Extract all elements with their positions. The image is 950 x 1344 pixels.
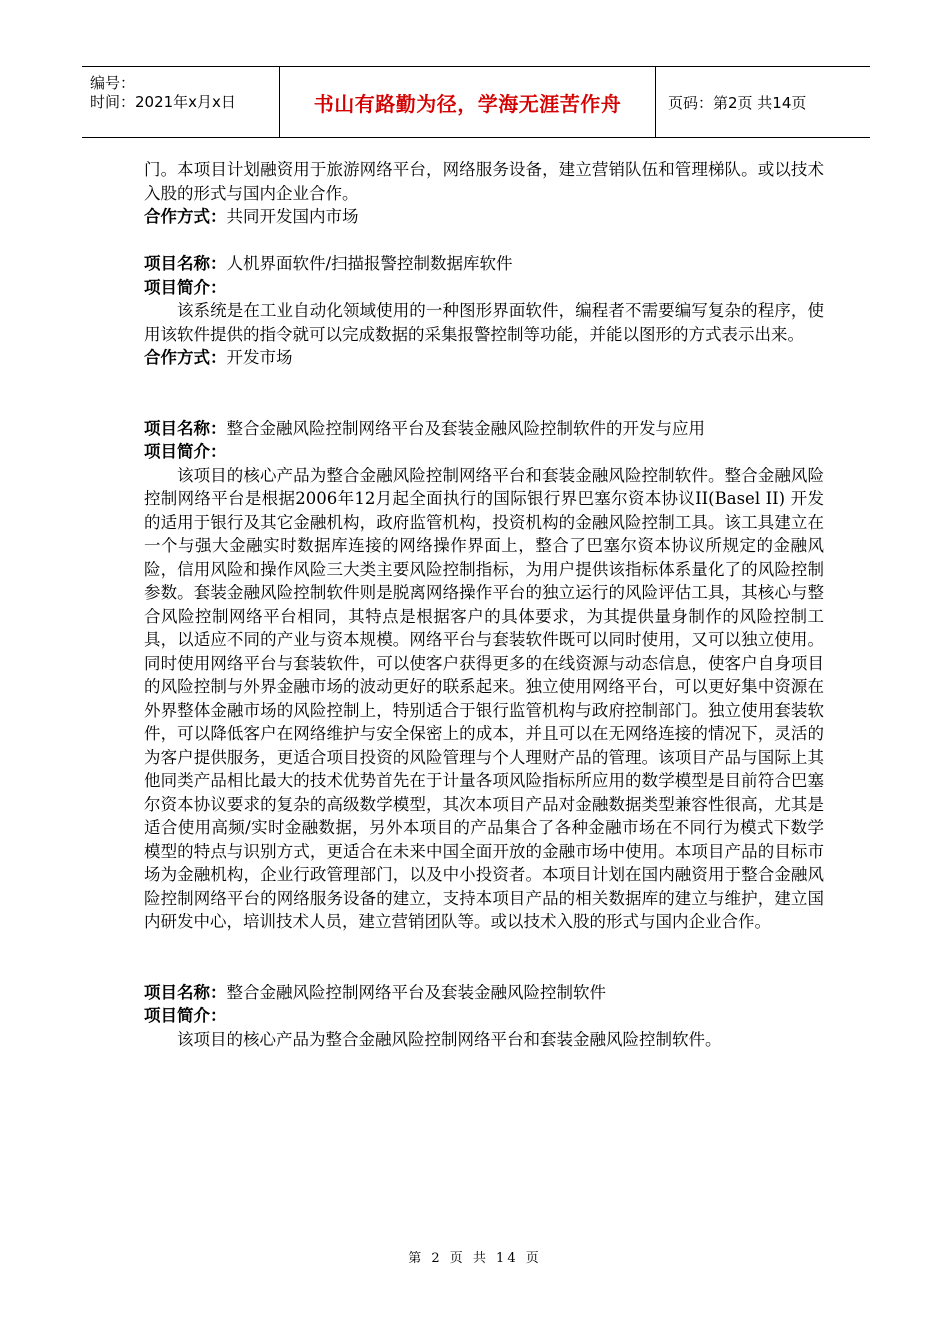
project-name-line: [144, 252, 824, 276]
document-number-label: 编号：: [90, 74, 136, 92]
project-intro-label: 项目简介：: [144, 1006, 227, 1025]
project-name-value: 整合金融风险控制网络平台及套装金融风险控制软件: [226, 982, 606, 1002]
project-name-label: 项目名称：: [144, 254, 227, 273]
project-name-label: 项目名称：: [144, 982, 227, 1002]
cooperation-line: [144, 205, 824, 229]
project-name-label: 项目名称：: [144, 418, 227, 438]
header-motto-cell: [280, 67, 656, 137]
header-meta-cell: [82, 67, 280, 137]
page-header: [82, 66, 870, 138]
cooperation-line: [144, 346, 824, 370]
project-name-value: 人机界面软件/扫描报警控制数据库软件: [226, 254, 513, 273]
header-motto: 书山有路勤为径，学海无涯苦作舟: [313, 91, 622, 116]
project-description: 该系统是在工业自动化领域使用的一种图形界面软件，编程者不需要编写复杂的程序，使用该软件提供的指令就可以完成数据的采集报警控制等功能，并能以图形的方式表示出来。: [144, 301, 824, 344]
project-intro-label: 项目简介：: [144, 277, 227, 297]
cooperation-value: 开发市场: [226, 348, 293, 367]
page-footer: 第 2 页 共 14 页: [408, 1251, 542, 1266]
continued-paragraph: 门。本项目计划融资用于旅游网络平台，网络服务设备，建立营销队伍和管理梯队。或以技术入股的形式与国内企业合作。: [144, 160, 824, 203]
cooperation-label: 合作方式：: [144, 207, 227, 226]
header-page-info: 页码：第2页 共14页: [668, 93, 807, 112]
project-intro-label: 项目简介：: [144, 442, 227, 461]
project-name-line: [144, 417, 824, 441]
document-date-label: 时间：2021年x月x日: [90, 93, 236, 111]
cooperation-label: 合作方式：: [144, 348, 227, 367]
project-name-value: 整合金融风险控制网络平台及套装金融风险控制软件的开发与应用: [226, 418, 705, 438]
project-name-line: [144, 981, 824, 1005]
project-description: 该项目的核心产品为整合金融风险控制网络平台和套装金融风险控制软件。: [177, 1029, 722, 1049]
project-description: 该项目的核心产品为整合金融风险控制网络平台和套装金融风险控制软件。整合金融风险控制网络平台是根据2006年12月起全面执行的国际银行界巴塞尔资本协议II(Basel II) 开发的适用于银行及其它金融机构，政府监管机构，投资机构的金融风险控制工具。该工具建立在一个与强大金融实时数据库连接的网络操作界面上，整合了巴塞尔资本协议所规定的金融风险，信用风险和操作风险三大类主要风险控制指标，为用户提供该指标体系量化了的风险控制参数。套装金融风险控制软件则是脱离网络操作平台的独立运行的风险评估工具，其核心与整合风险控制网络平台相同，其特点是根据客户的具体要求，为其提供量身制作的风险控制工具，以适应不同的产业与资本规模。网络平台与套装软件既可以同时使用，又可以独立使用。同时使用网络平台与套装软件，可以使客户获得更多的在线资源与动态信息，使客户自身项目的风险控制与外界金融市场的波动更好的联系起来。独立使用网络平台，可以更好集中资源在外界整体金融市场的风险控制上，特别适合于银行监管机构与政府控制部门。独立使用套装软件，可以降低客户在网络维护与安全保密上的成本，并且可以在无网络连接的情况下，灵活的为客户提供服务，更适合项目投资的风险管理与个人理财产品的管理。该项目产品与国际上其他同类产品相比最大的技术优势首先在于计量各项风险指标所应用的数学模型是目前符合巴塞尔资本协议要求的复杂的高级数学模型，其次本项目产品对金融数据类型兼容性很高，尤其是适合使用高频/实时金融数据，另外本项目的产品集合了各种金融市场在不同行为模式下数学模型的特点与识别方式，更适合在未来中国全面开放的金融市场中使用。本项目产品的目标市场为金融机构，企业行政管理部门，以及中小投资者。本项目计划在国内融资用于整合金融风险控制网络平台的网络服务设备的建立，支持本项目产品的相关数据库的建立与维护，建立国内研发中心，培训技术人员，建立营销团队等。或以技术入股的形式与国内企业合作。: [144, 465, 824, 931]
cooperation-value: 共同开发国内市场: [226, 207, 359, 226]
header-page-cell: [656, 67, 870, 137]
document-body: [144, 158, 824, 1051]
